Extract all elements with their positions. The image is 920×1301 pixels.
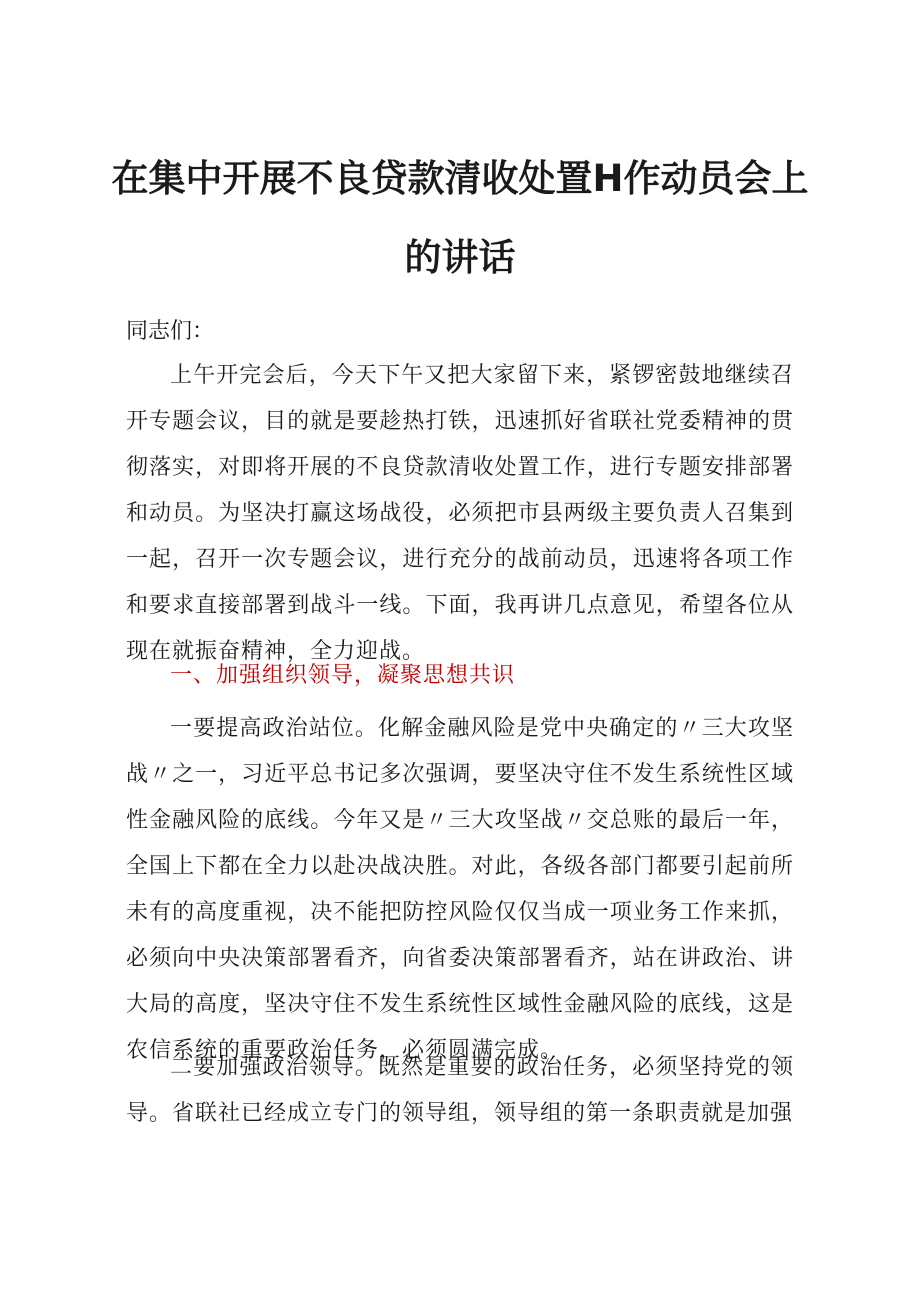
document-title-line-2: 的讲话: [404, 236, 516, 279]
section-heading-1: 一、加强组织领导，凝聚思想共识: [170, 663, 516, 688]
document-title-line-1: 在集中开展不良贷款清收处置H作动员会上: [111, 157, 809, 200]
paragraph-intro: 上午开完会后，今天下午又把大家留下来，紧锣密鼓地继续召开专题会议，目的就是要趁热打铁，迅速抓好省联社党委精神的贯彻落实，对即将开展的不良贷款清收处置工作，进行专题安排部署和动员。为坚决打赢这场战役，必须把市县两级主要负责人召集到一起，召开一次专题会议，进行充分的战前动员，迅速将各项工作和要求直接部署到战斗一线。下面，我再讲几点意见，希望各位从现在就振奋精神，全力迎战。: [126, 363, 794, 664]
paragraph-political-stance: 一要提高政治站位。化解金融风险是党中央确定的〃三大攻坚战〃之一，习近平总书记多次强调，要坚决守住不发生系统性区域性金融风险的底线。今年又是〃三大攻坚战〃交总账的最后一年，全国上下都在全力以赴决战决胜。对此，各级各部门都要引起前所未有的高度重视，决不能把防控风险仅仅当成一项业务工作来抓，必须向中央决策部署看齐，向省委决策部署看齐，站在讲政治、讲大局的高度，坚决守住不发生系统性区域性金融风险的底线，这是农信系统的重要政治任务，必须圆满完成。: [126, 716, 794, 1063]
salutation: 同志们：: [126, 319, 215, 344]
paragraph-political-leadership: 二要加强政治领导。既然是重要的政治任务，必须坚持党的领导。省联社已经成立专门的领导组，领导组的第一条职责就是加强: [126, 1055, 794, 1126]
